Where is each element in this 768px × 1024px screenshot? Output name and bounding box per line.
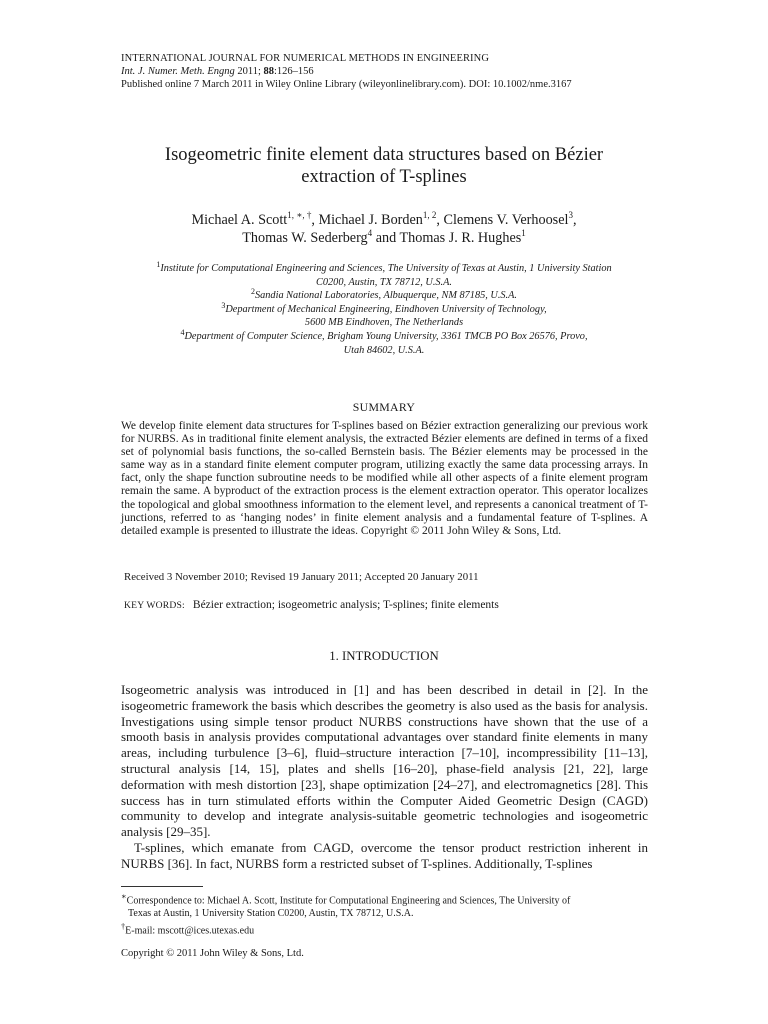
affiliation-line: [100, 316, 668, 330]
footnote-divider: [121, 886, 203, 887]
email-footnote: †E-mail: mscott@ices.utexas.edu: [121, 921, 255, 936]
journal-header: [121, 52, 661, 91]
affiliation-text: 5600 MB Eindhoven, The Netherlands: [304, 317, 464, 329]
affiliation-text: Department of Mechanical Engineering, Eindhoven University of Technology,: [225, 303, 547, 315]
received-dates: Received 3 November 2010; Revised 19 January 2011; Accepted 20 January 2011: [124, 571, 479, 583]
author-affiliation-mark: 1: [521, 228, 526, 238]
affiliation-mark: 2: [250, 287, 255, 297]
keywords-label: KEY WORDS:: [124, 600, 185, 611]
affiliation-mark: 3: [221, 300, 226, 310]
footnotes: [121, 891, 648, 937]
affiliation-text: Institute for Computational Engineering and Sciences, The University of Texas at Austin, 1 University Station: [160, 263, 612, 274]
affiliation-line: [100, 276, 668, 290]
author-affiliation-mark: 1, 2: [422, 210, 437, 220]
affiliation-text: Utah 84602, U.S.A.: [343, 344, 425, 356]
author-line-2: [100, 229, 668, 247]
affiliation-mark: 4: [180, 327, 185, 337]
author-separator: ,: [311, 212, 319, 228]
copyright-notice: Copyright © 2011 John Wiley & Sons, Ltd.: [121, 948, 304, 959]
affiliation-line: [100, 289, 668, 303]
keywords-text: Bézier extraction; isogeometric analysis; T-splines; finite elements: [192, 599, 499, 611]
journal-name: INTERNATIONAL JOURNAL FOR NUMERICAL METHODS IN ENGINEERING: [121, 53, 490, 64]
author-list: [100, 211, 668, 247]
affiliation-mark: 1: [156, 260, 161, 269]
correspondence-footnote: ∗Correspondence to: Michael A. Scott, Institute for Computational Engineering and Sciences, The University of: [121, 892, 571, 907]
affiliation-line: [100, 327, 668, 344]
journal-citation: Int. J. Numer. Meth. Engng 2011; 88:126–156: [121, 66, 314, 77]
author-separator: ,: [436, 212, 444, 228]
title-line-1: Isogeometric finite element data structures based on Bézier: [164, 145, 604, 165]
author-separator: ,: [572, 212, 577, 228]
author-affiliation-mark: 1, ∗, †: [287, 210, 312, 220]
intro-paragraph-1: Isogeometric analysis was introduced in [1] and has been described in detail in [2]. In the isogeometric framework the basis which describes the geometry is also used as the basis for analysis. Investigations using simple tensor product NURBS constructions have shown that the use of a smooth basis in analysis provides computational advantages over standard finite elements in many areas, including turbulence [3–6], fluid–structure interaction [7–10], incompressibility [11–13], structural analysis [14, 15], plates and shells [16–20], phase-field analysis [21, 22], large deformation with mesh distortion [23], shape optimization [24–27], and electromagnetics [28]. This success has in turn stimulated efforts within the Computer Aided Geometric Design (CAGD) community to develop and integrate analysis-suitable geometric technologies and isogeometric analysis [29–35].: [121, 682, 648, 840]
affiliation-text: C0200, Austin, TX 78712, U.S.A.: [316, 276, 452, 288]
author-affiliation-mark: 4: [367, 228, 373, 238]
author-name: Thomas W. Sederberg: [242, 230, 368, 246]
publication-info: Published online 7 March 2011 in Wiley Online Library (wileyonlinelibrary.com). DOI: 10.1002/nme.3167: [121, 79, 572, 90]
author-separator: and: [372, 230, 400, 246]
keywords: [124, 599, 664, 611]
author-name: Thomas J. R. Hughes: [399, 230, 522, 246]
affiliation-text: Department of Computer Science, Brigham Young University, 3361 TMCB PO Box 26576, Provo,: [184, 330, 588, 342]
summary-heading: SUMMARY: [352, 400, 416, 414]
introduction-body: [121, 682, 648, 872]
affiliation-line: [100, 300, 668, 317]
author-name: Michael J. Borden: [318, 212, 423, 228]
author-name: Clemens V. Verhoosel: [443, 212, 569, 228]
paper-title: [100, 144, 668, 188]
affiliation-line: [100, 344, 668, 358]
author-line-1: [100, 211, 668, 229]
affiliation-line: [100, 262, 668, 276]
correspondence-footnote-continued: Texas at Austin, 1 University Station C0200, Austin, TX 78712, U.S.A.: [128, 907, 414, 919]
affiliation-text: Sandia National Laboratories, Albuquerque, NM 87185, U.S.A.: [254, 290, 517, 302]
affiliation-list: [100, 262, 668, 357]
intro-paragraph-2: T-splines, which emanate from CAGD, overcome the tensor product restriction inherent in NURBS [36]. In fact, NURBS form a restricted subset of T-splines. Additionally, T-splines: [121, 839, 648, 871]
author-affiliation-mark: 3: [568, 210, 573, 220]
summary-text: We develop finite element data structures for T-splines based on Bézier extraction generalizing our previous work for NURBS. As in traditional finite element analysis, the extracted Bézier elements are defined in terms of a fixed set of polynomial basis functions, the so-called Bernstein basis. The Bézier elements may be processed in the same way as in a standard finite element computer program, utilizing exactly the same data processing arrays. In fact, only the shape function subroutine needs to be modified while all other aspects of a finite element program remain the same. A byproduct of the extraction process is the element extraction operator. This operator localizes the topological and global smoothness information to the element level, and represents a canonical treatment of T-junctions, referred to as ‘hanging nodes’ in finite element analysis and a fundamental feature of T-splines. A detailed example is presented to illustrate the ideas. Copyright © 2011 John Wiley & Sons, Ltd.: [121, 420, 648, 537]
author-name: Michael A. Scott: [191, 212, 288, 228]
title-line-2: extraction of T-splines: [301, 167, 467, 187]
section-heading-introduction: 1. INTRODUCTION: [329, 649, 439, 663]
